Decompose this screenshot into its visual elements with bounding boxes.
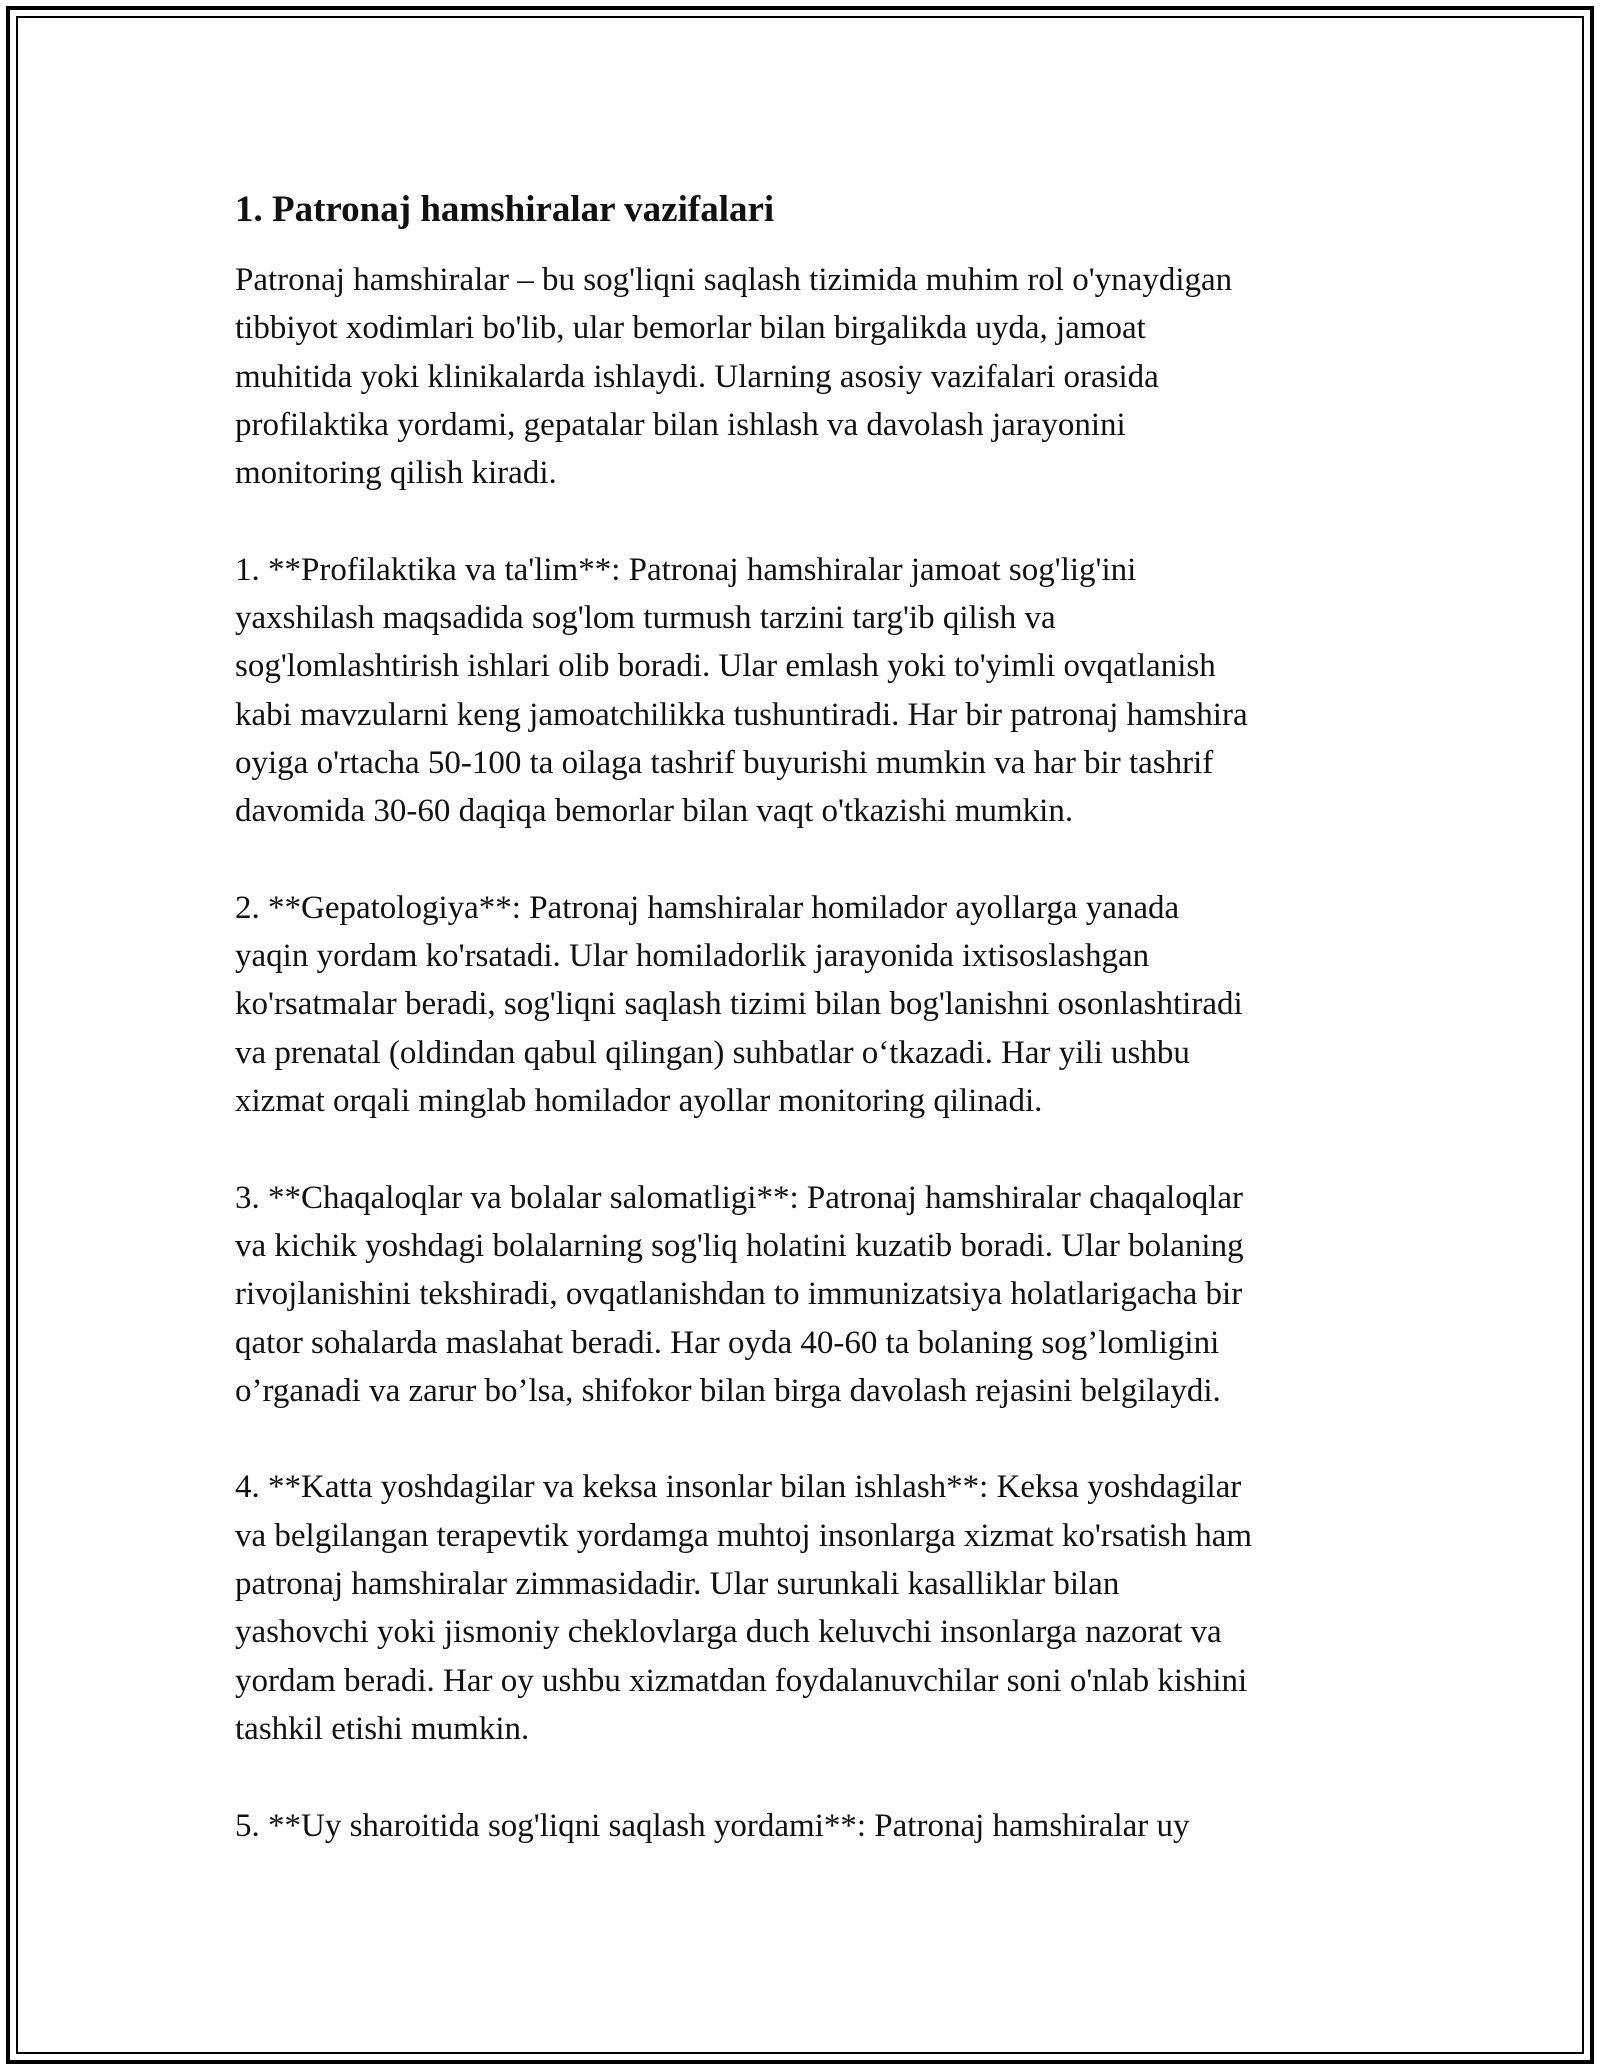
paragraph-item-1 — [235, 546, 1375, 836]
paragraph-intro — [235, 256, 1375, 497]
document-body — [235, 186, 1375, 1850]
paragraph-item-4 — [235, 1463, 1375, 1753]
text-line: Patronaj hamshiralar – bu sog'liqni saqlash tizimida muhim rol o'ynaydigan — [235, 262, 1233, 298]
paragraph-gap — [235, 836, 1375, 884]
text-line: va belgilangan terapevtik yordamga muhtoj insonlarga xizmat ko'rsatish ham — [235, 1517, 1253, 1554]
text-line: 5. **Uy sharoitida sog'liqni saqlash yordami**: Patronaj hamshiralar uy — [235, 1807, 1190, 1844]
text-line: va kichik yoshdagi bolalarning sog'liq holatini kuzatib boradi. Ular bolaning — [235, 1227, 1244, 1264]
text-line: monitoring qilish kiradi. — [235, 455, 557, 492]
paragraph-item-3 — [235, 1174, 1375, 1415]
text-line: yaqin yordam ko'rsatadi. Ular homiladorlik jarayonida ixtisoslashgan — [235, 938, 1150, 975]
text-line: sog'lomlashtirish ishlari olib boradi. Ular emlash yoki to'yimli ovqatlanish — [235, 648, 1216, 685]
text-line: yaxshilash maqsadida sog'lom turmush tarzini targ'ib qilish va — [235, 600, 1056, 637]
text-line: patronaj hamshiralar zimmasidadir. Ular surunkali kasalliklar bilan — [235, 1566, 1120, 1603]
text-line: 4. **Katta yoshdagilar va keksa insonlar bilan ishlash**: Keksa yoshdagilar — [235, 1469, 1242, 1506]
text-line: 1. **Profilaktika va ta'lim**: Patronaj hamshiralar jamoat sog'lig'ini — [235, 551, 1137, 588]
text-line: muhitida yoki klinikalarda ishlaydi. Ularning asosiy vazifalari orasida — [235, 358, 1159, 395]
paragraph-gap — [235, 1415, 1375, 1463]
text-line: 3. **Chaqaloqlar va bolalar salomatligi**: Patronaj hamshiralar chaqaloqlar — [235, 1179, 1244, 1216]
text-line: kabi mavzularni keng jamoatchilikka tushuntiradi. Har bir patronaj hamshira — [235, 696, 1248, 733]
text-line: davomida 30-60 daqiqa bemorlar bilan vaqt o'tkazishi mumkin. — [235, 793, 1074, 830]
text-line: ko'rsatmalar beradi, sog'liqni saqlash tizimi bilan bog'lanishni osonlashtiradi — [235, 986, 1243, 1023]
text-line: oyiga o'rtacha 50-100 ta oilaga tashrif buyurishi mumkin va har bir tashrif — [235, 744, 1214, 781]
text-line: va prenatal (oldindan qabul qilingan) suhbatlar o‘tkazadi. Har yili ushbu — [235, 1034, 1190, 1071]
text-line: o’rganadi va zarur bo’lsa, shifokor bilan birga davolash rejasini belgilaydi. — [235, 1372, 1221, 1409]
paragraph-item-5 — [235, 1802, 1375, 1850]
text-line: qator sohalarda maslahat beradi. Har oyda 40-60 ta bolaning sog’lomligini — [235, 1324, 1220, 1361]
paragraph-gap — [235, 1125, 1375, 1173]
text-line: tibbiyot xodimlari bo'lib, ular bemorlar bilan birgalikda uyda, jamoat — [235, 310, 1146, 347]
paragraph-gap — [235, 1753, 1375, 1801]
text-line: rivojlanishini tekshiradi, ovqatlanishdan to immunizatsiya holatlarigacha bir — [235, 1276, 1243, 1313]
text-line: 2. **Gepatologiya**: Patronaj hamshiralar homilador ayollarga yanada — [235, 889, 1180, 926]
text-line: yashovchi yoki jismoniy cheklovlarga duch keluvchi insonlarga nazorat va — [235, 1614, 1222, 1651]
text-line: xizmat orqali minglab homilador ayollar monitoring qilinadi. — [235, 1083, 1043, 1120]
paragraph-item-2 — [235, 884, 1375, 1125]
text-line: tashkil etishi mumkin. — [235, 1710, 530, 1747]
section-heading: 1. Patronaj hamshiralar vazifalari — [235, 189, 775, 230]
text-line: yordam beradi. Har oy ushbu xizmatdan foydalanuvchilar soni o'nlab kishini — [235, 1662, 1248, 1699]
text-line: profilaktika yordami, gepatalar bilan ishlash va davolash jarayonini — [235, 406, 1126, 443]
paragraph-gap — [235, 497, 1375, 545]
